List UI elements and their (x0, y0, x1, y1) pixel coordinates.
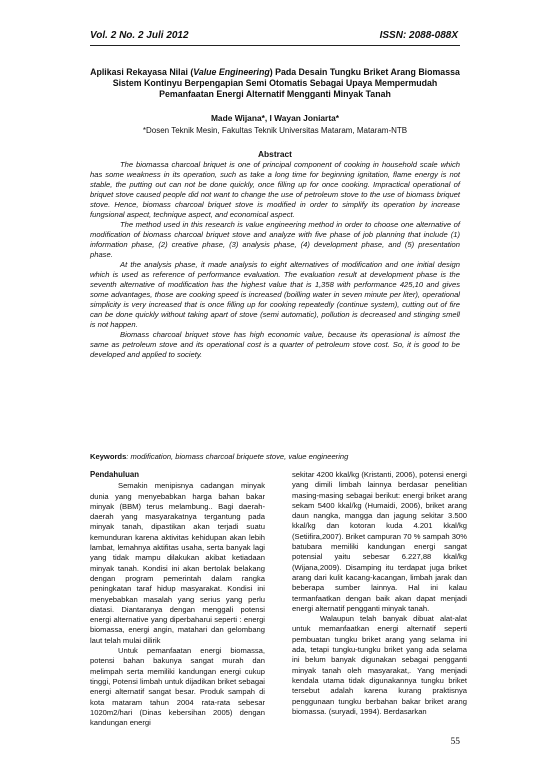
section-heading: Pendahuluan (90, 470, 139, 479)
header-rule (90, 45, 460, 46)
body-paragraph: Walaupun telah banyak dibuat alat-alat untuk memanfaatkan energi alternatif seperti pembuatan tungku briket arang yang selama ini ada, tetapi tungku-tungku briket yang ada selama ini belum banyak digunakan sebagai pengganti minyak tanah oleh masyarakat,. Yang menjadi kendala utama tidak digunakannya tungku briket tersebut adalah karena kurang praktisnya penggunaan tungku berbahan bakar briket arang biomassa. (suryadi, 1994). Berdasarkan (292, 614, 467, 716)
abstract-body (90, 160, 460, 360)
abstract-paragraph: Biomass charcoal briquet stove has high economic value, because its operasional is almost the same as petroleum stove and its operational cost is a quarter of petroleum stove cost. So, it is good to be developed and applied to society. (90, 330, 460, 359)
body-column-right (292, 470, 467, 717)
abstract-paragraph: At the analysis phase, it made analysis to eight alternatives of modification and one initial design which is used as reference of performance evaluation. The evaluation result at development phase is the seventh alternative of modification has the highest value that is 1,358 with performance 425,10 and gives some advantages, those are cooking speed is increased (boilling water in seven minute per liter), operational simplicity is very increased that is once filling up for cooking repeatedly (continue system), cutting out of fire can be done quickly without taking apart of stove (semi automatic), pollution is decreased and stinging smell is not happen. (90, 260, 460, 329)
title-line-1: Aplikasi Rekayasa Nilai (Value Engineering) Pada Desain Tungku Briket Arang Biomassa (90, 67, 460, 77)
title-line-3: Pemanfaatan Energi Alternatif Mengganti Minyak Tanah (159, 89, 391, 99)
abstract-heading: Abstract (258, 149, 292, 159)
keywords (90, 452, 460, 461)
abstract-paragraph: The method used in this research is value engineering method in order to choose one alternative of modification of biomass charcoal briquet stove and analyze with five phase of job planning that include (1) information phase, (2) creative phase, (3) analysis phase, (4) development phase, and (5) presentation phase. (90, 220, 460, 259)
title-line-2: Sistem Kontinyu Berpengapian Semi Otomatis Sebagai Upaya Mempermudah (112, 78, 438, 88)
keywords-label: Keywords (90, 452, 127, 461)
page-number: 55 (450, 737, 460, 747)
paper-title (60, 67, 490, 100)
journal-issn: ISSN: 2088-088X (379, 30, 458, 41)
body-paragraph: sekitar 4200 kkal/kg (Kristanti, 2006), potensi energi yang dimili limbah lainnya berdasar penelitian masing-masing sebagai berikut: energi briket arang sekam 5400 kkal/kg (Humaidi, 2006), briket arang daun nangka, mangga dan jagung sekitar 3.500 kkal/kg dan kotoran kuda 4.201 kkal/kg (Setiifira,2007). Briket campuran 70 % sampah 30% batubara memiliki kandungan energi sangat potensial yaitu sebesar 6.227,88 kkal/kg (Wijana,2009). Disamping itu terdapat juga briket arang dari kulit kacang-kacangan, limbah jarak dan beberapa sumber lainnya. Hal ini kalau termanfaatkan dengan baik akan dapat menjadi energi alternatif pengganti minyak tanah. (292, 470, 467, 613)
journal-volume: Vol. 2 No. 2 Juli 2012 (90, 30, 189, 41)
abstract-paragraph: The biomassa charcoal briquet is one of principal component of cooking in household scale which has some weakness in its operation, such as take a long time for beginning ignitation, flame energy is not stable, the putting out can not be done quickly, once filling up for once cooking. Impractical operational of briquet stove caused people did not want to change the use of petroleum stove to the use of biomass briquet stove. Hence, biomass charcoal briquet stove is modified in order to simplify its operation by increase fungsional aspect, technique aspect, and economical aspect. (90, 160, 460, 219)
keywords-value: : modification, biomass charcoal briquete stove, value engineering (126, 452, 349, 461)
authors: Made Wijana*, I Wayan Joniarta* (210, 113, 340, 123)
affiliation: *Dosen Teknik Mesin, Fakultas Teknik Universitas Mataram, Mataram-NTB (142, 126, 408, 135)
body-paragraph: Untuk pemanfaatan energi biomassa, potensi bahan bakunya sangat murah dan melimpah serta memiliki kandungan energi cukup tinggi, Potensi limbah untuk dijadikan briket sebagai energi alternatif sangat besar. Produk sampah di kota mataram tahun 2004 rata-rata sebesar 1020m2/hari (Dinas kebersihan 2005) dengan kandungan energi (90, 646, 265, 728)
body-column-left (90, 470, 265, 728)
body-paragraph: Semakin menipisnya cadangan minyak dunia yang menyebabkan harga bahan bakar minyak (BBM) terus melambung.. Bagi daerah-daerah yang masyarakatnya tergantung pada minyak tanah, dipastikan akan terjadi suatu kemunduran karena aktivitas kehidupan akan lebih lambat, lemahnya aktifitas usaha, serta banyak lagi yang tidak mampu dilakukan akibat ketiadaan minyak tanah. Kondisi ini akan bertolak belakang dengan program pemerintah dalam rangka peningkatan taraf hidup masyarakat. Kondisi ini menyebabkan masalah yang serius yang perlu diatasi. Diantaranya dengan menggali potensi energi alternative yang diperbaharui seperti : energi biomassa, energi angin, matahari dan gelombang laut telah mulai dilirik (90, 481, 265, 645)
